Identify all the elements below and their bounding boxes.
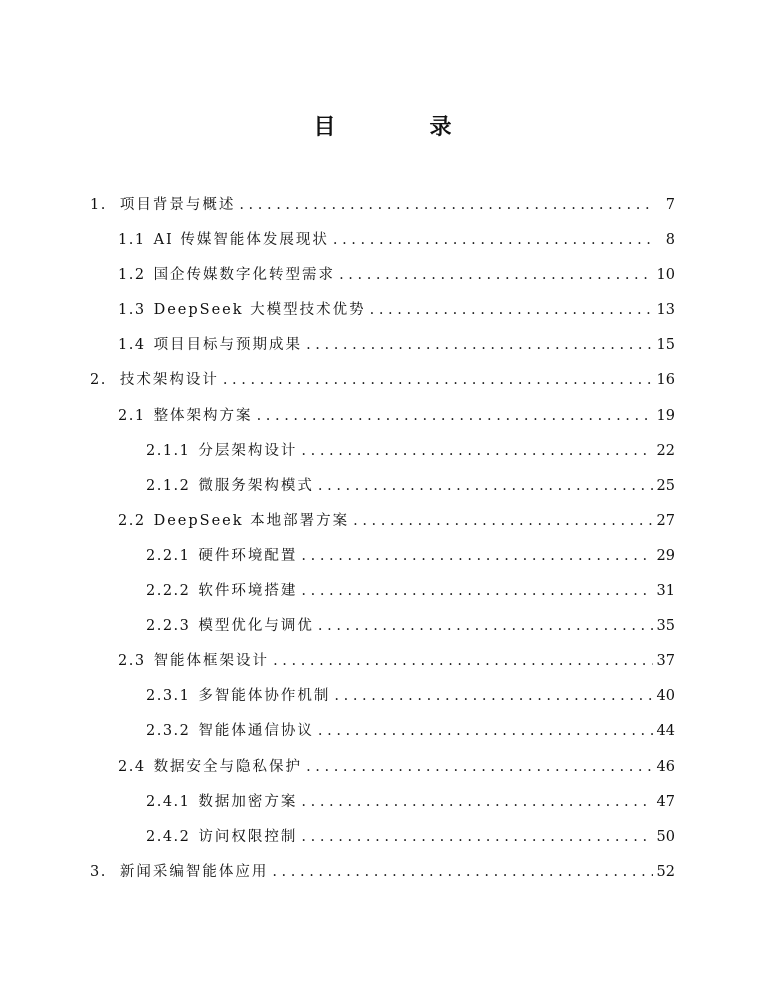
toc-dot-leader: [339, 258, 652, 293]
toc-dot-leader: [301, 574, 652, 609]
toc-entry-title: 硬件环境配置: [198, 547, 298, 564]
toc-entry-number: 2.2: [118, 512, 146, 529]
toc-entry-title: 数据加密方案: [198, 793, 298, 810]
toc-entry-number: 2.2.3: [146, 618, 191, 635]
toc-dot-leader: [318, 609, 653, 644]
toc-entry[interactable]: [0, 574, 765, 609]
toc-entry[interactable]: [0, 258, 765, 293]
toc-entry-title: 数据安全与隐私保护: [153, 758, 303, 775]
toc-entry[interactable]: [0, 750, 765, 785]
toc-entry-page-number: 46: [656, 758, 675, 775]
toc-dot-leader: [353, 504, 652, 539]
toc-entry-page-number: 22: [656, 442, 675, 459]
toc-entry-title: 国企传媒数字化转型需求: [153, 267, 336, 284]
toc-entry-number: 2.4.1: [146, 793, 191, 810]
toc-entry-number: 2.2.1: [146, 547, 191, 564]
toc-entry-page-number: 27: [656, 512, 675, 529]
toc-entry-number: 2.3: [118, 653, 146, 670]
toc-entry-number: 2.4: [118, 758, 146, 775]
toc-entry-page-number: 25: [656, 477, 675, 494]
toc-entry-title: 技术架构设计: [119, 372, 219, 389]
toc-entry[interactable]: [0, 399, 765, 434]
toc-entry-title: DeepSeek 大模型技术优势: [153, 302, 366, 319]
toc-entry[interactable]: [0, 539, 765, 574]
toc-entry-title: 智能体通信协议: [198, 723, 314, 740]
toc-entry[interactable]: [0, 855, 765, 890]
toc-entry[interactable]: [0, 644, 765, 679]
toc-entry[interactable]: [0, 223, 765, 258]
toc-entry-title: 智能体框架设计: [153, 653, 270, 670]
toc-entry-page-number: 52: [656, 863, 675, 880]
toc-entry-page-number: 31: [656, 583, 675, 600]
toc-entry-page-number: 50: [656, 828, 675, 845]
toc-dot-leader: [272, 855, 652, 890]
toc-dot-leader: [301, 539, 652, 574]
toc-dot-leader: [239, 188, 653, 223]
toc-entry-number: 3.: [90, 863, 107, 880]
toc-entry-page-number: 44: [656, 723, 675, 740]
toc-entry-number: 2.3.1: [146, 688, 191, 705]
toc-dot-leader: [306, 328, 652, 363]
toc-dot-leader: [301, 785, 652, 820]
toc-entry-page-number: 47: [656, 793, 675, 810]
toc-entry-page-number: 29: [656, 547, 675, 564]
toc-entry-number: 2.4.2: [146, 828, 191, 845]
toc-dot-leader: [318, 469, 653, 504]
toc-dot-leader: [301, 434, 652, 469]
toc-entry[interactable]: [0, 188, 765, 223]
toc-entry[interactable]: [0, 820, 765, 855]
toc-dot-leader: [370, 293, 653, 328]
toc-entry-page-number: 15: [656, 337, 675, 354]
toc-entry-number: 2.2.2: [146, 583, 191, 600]
toc-title: 目 录: [313, 115, 488, 140]
toc-entry-number: 2.: [90, 372, 107, 389]
toc-entry-page-number: 35: [656, 618, 675, 635]
toc-dot-leader: [318, 714, 653, 749]
toc-list: [0, 188, 765, 890]
toc-entry-page-number: 7: [665, 197, 675, 213]
toc-entry[interactable]: [0, 609, 765, 644]
toc-entry-title: DeepSeek 本地部署方案: [153, 512, 350, 529]
toc-entry[interactable]: [0, 328, 765, 363]
toc-entry-title: 项目背景与概述: [119, 197, 236, 213]
toc-dot-leader: [306, 750, 652, 785]
toc-entry[interactable]: [0, 363, 765, 398]
toc-entry-title: 整体架构方案: [153, 407, 253, 424]
toc-entry-number: 1.4: [118, 337, 146, 354]
toc-dot-leader: [301, 820, 652, 855]
toc-entry-number: 1.3: [118, 302, 146, 319]
toc-entry-title: 新闻采编智能体应用: [119, 863, 269, 880]
toc-dot-leader: [334, 679, 652, 714]
toc-entry-page-number: 16: [656, 372, 675, 389]
toc-dot-leader: [223, 363, 653, 398]
toc-entry[interactable]: [0, 469, 765, 504]
toc-entry-page-number: 19: [656, 407, 675, 424]
toc-entry-page-number: 37: [656, 653, 675, 670]
toc-dot-leader: [333, 223, 653, 258]
toc-entry-number: 2.3.2: [146, 723, 191, 740]
toc-dot-leader: [257, 399, 653, 434]
toc-entry-title: 分层架构设计: [198, 442, 298, 459]
toc-entry-title: AI 传媒智能体发展现状: [153, 232, 329, 249]
toc-entry-page-number: 8: [665, 232, 675, 249]
toc-entry-title: 软件环境搭建: [198, 583, 298, 600]
toc-entry-title: 项目目标与预期成果: [153, 337, 303, 354]
toc-entry-number: 1.2: [118, 267, 146, 284]
toc-entry-page-number: 13: [656, 302, 675, 319]
toc-entry[interactable]: [0, 714, 765, 749]
toc-entry-number: 2.1.1: [146, 442, 191, 459]
toc-entry[interactable]: [0, 679, 765, 714]
toc-entry[interactable]: [0, 785, 765, 820]
toc-entry-title: 模型优化与调优: [198, 618, 314, 635]
toc-entry-number: 2.1: [118, 407, 146, 424]
toc-entry-number: 1.1: [118, 232, 146, 249]
toc-entry[interactable]: [0, 504, 765, 539]
toc-entry-title: 微服务架构模式: [198, 477, 314, 494]
toc-entry-page-number: 40: [656, 688, 675, 705]
toc-entry-number: 2.1.2: [146, 477, 191, 494]
toc-entry-title: 多智能体协作机制: [198, 688, 331, 705]
toc-entry-number: 1.: [90, 197, 107, 213]
toc-entry[interactable]: [0, 434, 765, 469]
toc-dot-leader: [273, 644, 652, 679]
toc-entry[interactable]: [0, 293, 765, 328]
toc-entry-title: 访问权限控制: [198, 828, 298, 845]
toc-entry-page-number: 10: [656, 267, 675, 284]
